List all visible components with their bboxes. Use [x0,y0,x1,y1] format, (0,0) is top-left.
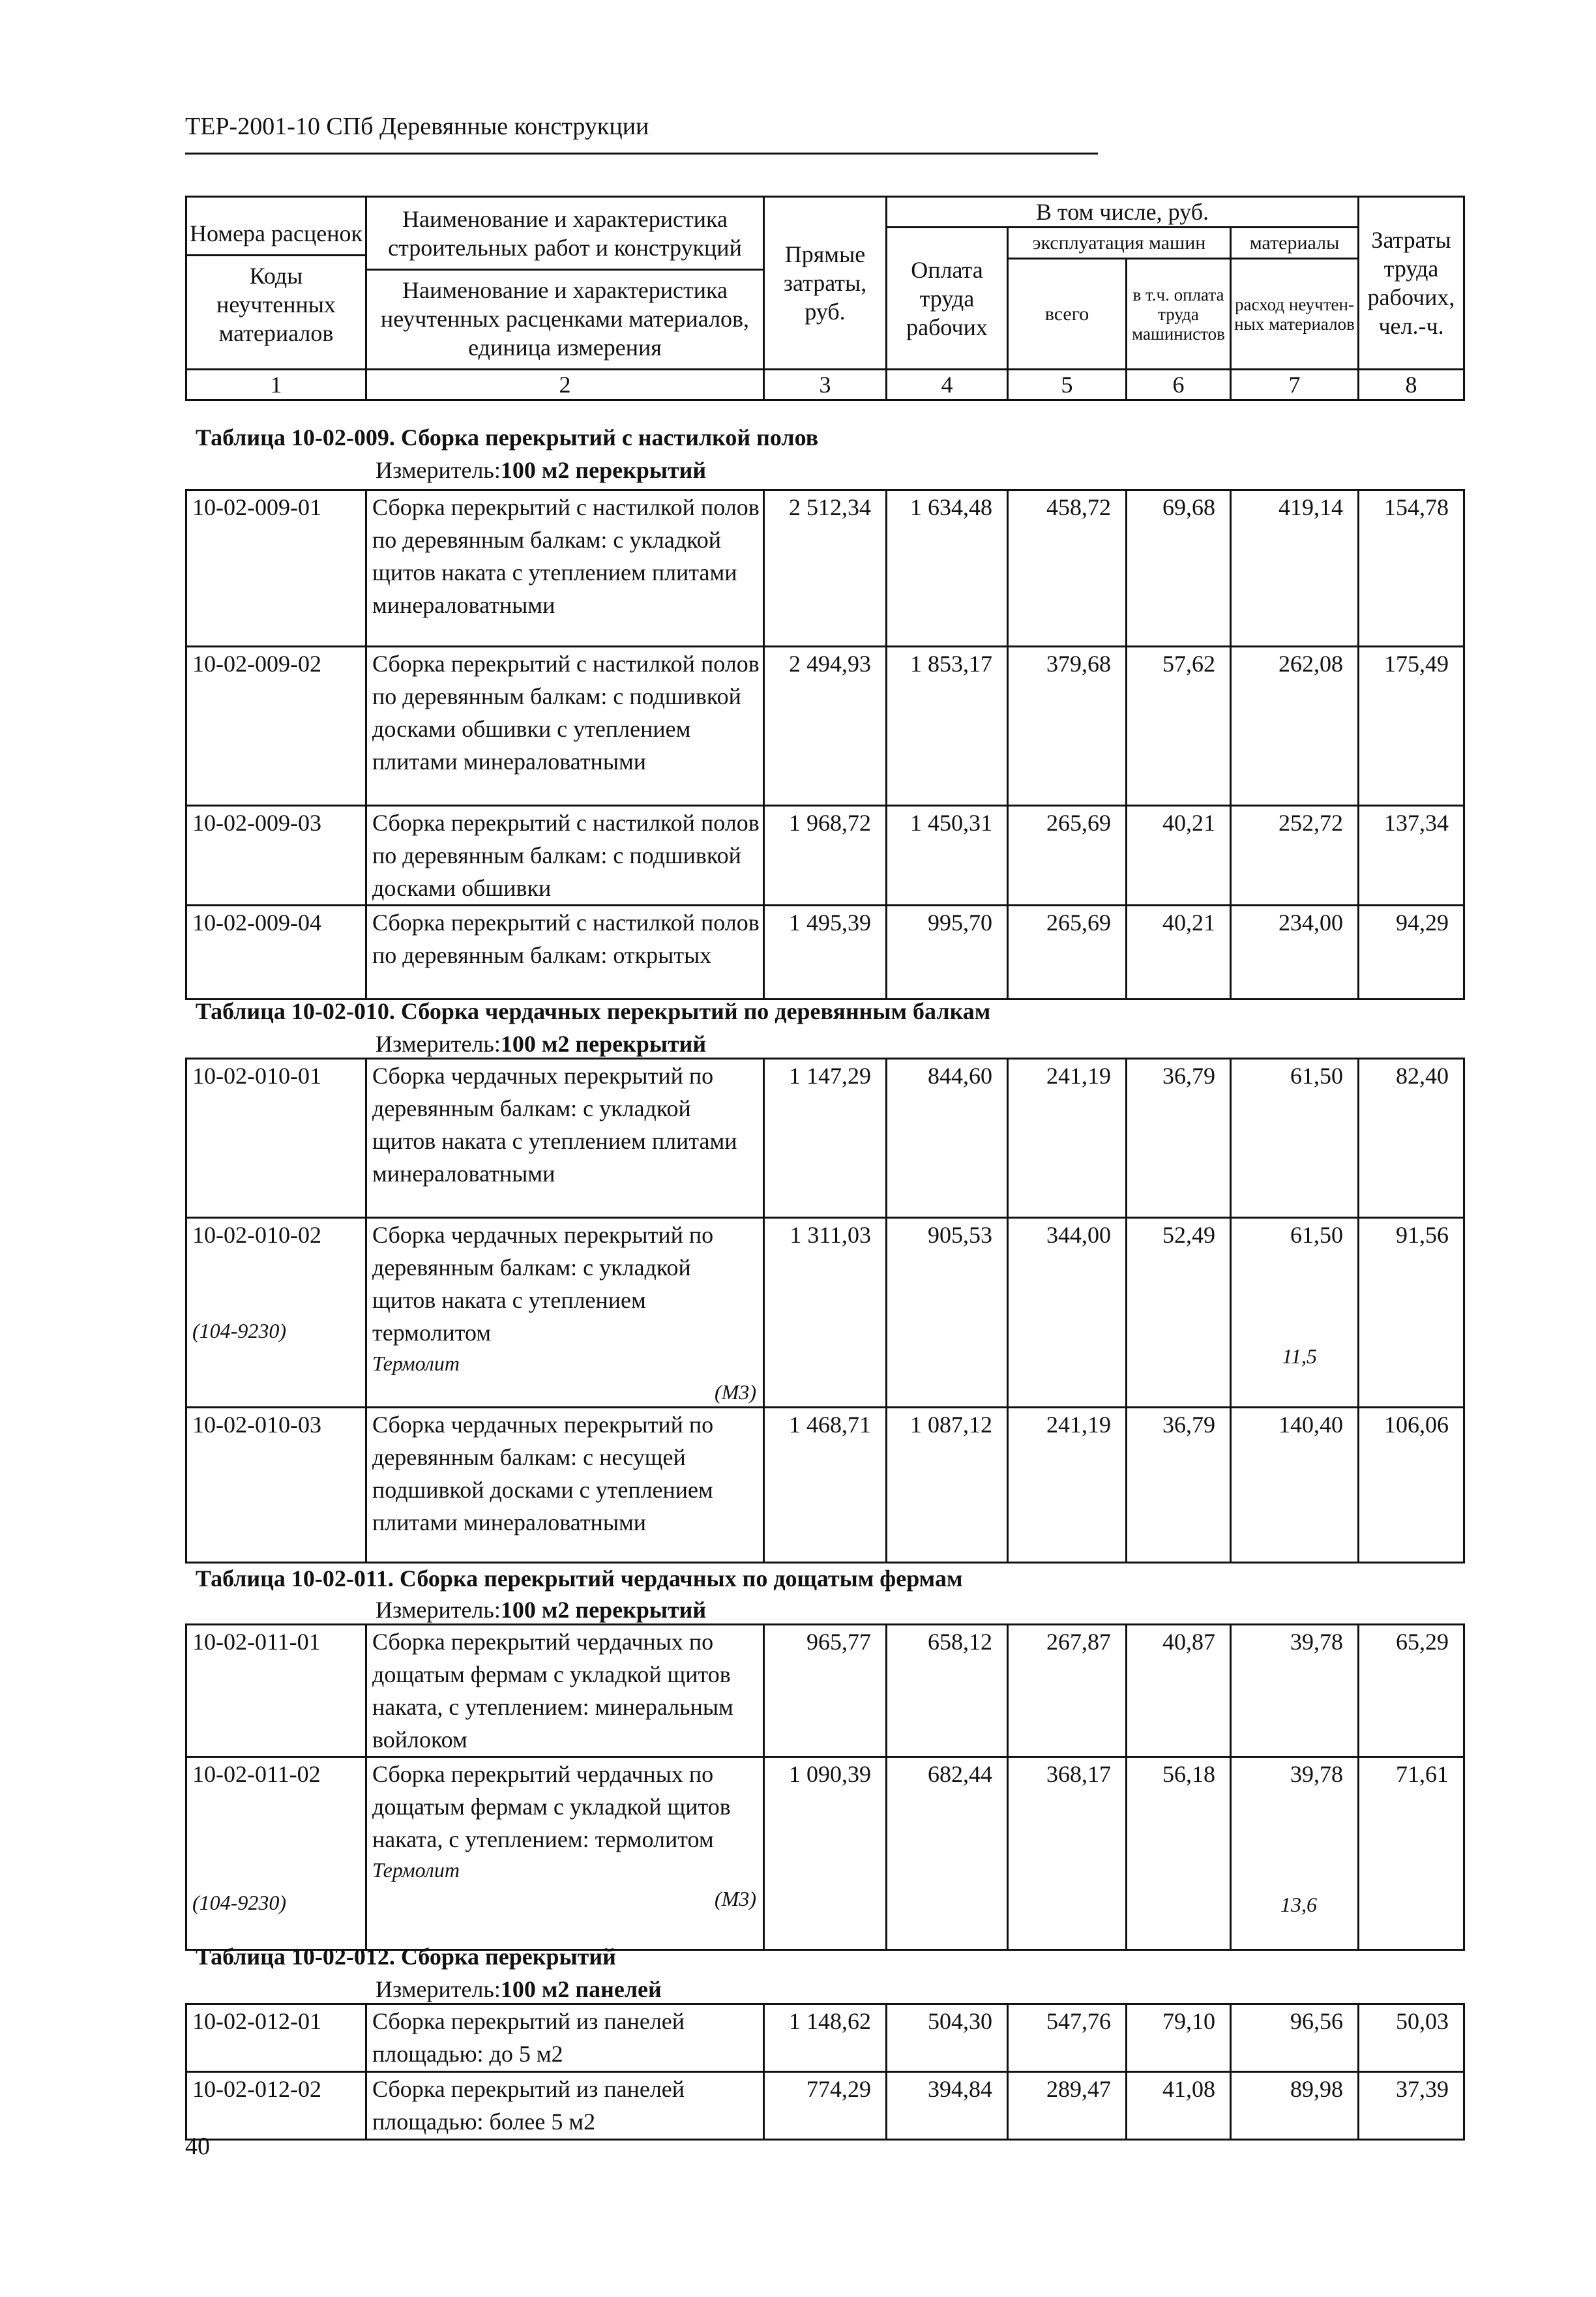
rate-name: Сборка перекрытий из панелей площадью: более 5 м2 [366,2072,764,2140]
machines-total: 289,47 [1008,2072,1127,2140]
materials-cost: 234,00 [1231,906,1359,1000]
machines-total: 344,00 [1008,1218,1127,1408]
labor-hours: 106,06 [1359,1408,1464,1563]
table-measure [376,1596,706,1623]
labor-hours: 137,34 [1359,806,1464,906]
rate-name-cell [366,1757,764,1950]
labor-pay: 1 450,31 [887,806,1008,906]
rate-code: 10-02-010-01 [186,1059,366,1218]
labor-hours: 50,03 [1359,2004,1464,2072]
header-number: 6 [1127,370,1231,400]
labor-pay: 844,60 [887,1059,1008,1218]
header-material-name: Наименование и характеристика неучтенных расценками материалов, единица измерения [380,276,750,361]
rate-code-cell [186,1757,366,1950]
table-row [186,1757,1464,1950]
labor-pay: 504,30 [887,2004,1008,2072]
machines-total: 368,17 [1008,1757,1127,1950]
rate-code-cell [186,1218,366,1408]
rate-name: Сборка чердачных перекрытий по деревянным балкам: с несущей подшивкой досками с утеплением плитами минераловатными [366,1408,764,1563]
header-materials: материалы [1231,228,1359,259]
machines-total: 241,19 [1008,1408,1127,1563]
header-labor-pay: Оплата труда рабочих [887,228,1008,370]
rate-name-cell [366,1218,764,1408]
operator-pay: 36,79 [1127,1059,1231,1218]
header-divider [187,254,365,256]
materials-cell [1231,1757,1359,1950]
table-row [186,906,1464,1000]
title-underline [185,153,1098,155]
header-rate-numbers: Номера расценок [189,220,362,246]
operator-pay: 36,79 [1127,1408,1231,1563]
labor-hours: 91,56 [1359,1218,1464,1408]
rate-name: Сборка перекрытий чердачных по дощатым фермам с укладкой щитов наката, с утеплением: термолитом [372,1761,731,1852]
labor-hours: 65,29 [1359,1625,1464,1757]
direct-cost: 1 468,71 [764,1408,887,1563]
labor-pay: 658,12 [887,1625,1008,1757]
document-title: ТЕР-2001-10 СПб Деревянные конструкции [185,113,649,140]
table-caption: Таблица 10-02-012. Сборка перекрытий [196,1944,616,1970]
materials-cost: 140,40 [1231,1408,1359,1563]
header-work-name: Наименование и характеристика строительных работ и конструкций [388,205,742,261]
measure-label: Измеритель: [376,1976,501,2002]
rate-code: 10-02-010-03 [186,1408,366,1563]
labor-pay: 1 853,17 [887,647,1008,806]
measure-value: 100 м2 перекрытий [500,457,707,483]
direct-cost: 1 495,39 [764,906,887,1000]
rate-name: Сборка чердачных перекрытий по деревянным балкам: с укладкой щитов наката с утеплением плитами минераловатными [366,1059,764,1218]
rate-name: Сборка перекрытий с настилкой полов по деревянным балкам: с подшивкой досками обшивки с утеплением плитами минераловатными [366,647,764,806]
table-row [186,1408,1464,1563]
machines-total: 265,69 [1008,806,1127,906]
material-code: (104-9230) [192,1891,286,1914]
measure-label: Измеритель: [376,1031,501,1057]
header-number: 5 [1008,370,1127,400]
materials-cost: 39,78 [1290,1761,1343,1787]
header-number: 3 [764,370,887,400]
header-unaccounted-materials: расход неучтен-ных материалов [1231,259,1359,370]
rate-code: 10-02-012-02 [186,2072,366,2140]
direct-cost: 1 311,03 [764,1218,887,1408]
rate-code: 10-02-010-02 [192,1222,321,1248]
labor-pay: 682,44 [887,1757,1008,1950]
header-number: 4 [887,370,1008,400]
labor-hours: 71,61 [1359,1757,1464,1950]
table-row [186,647,1464,806]
header-machines-total: всего [1008,259,1127,370]
table-measure [376,1030,706,1058]
material-quantity: 11,5 [1282,1344,1317,1368]
header-number: 7 [1231,370,1359,400]
measure-value: 100 м2 перекрытий [500,1031,707,1057]
table-row [186,2072,1464,2140]
rates-table-010 [185,1058,1465,1563]
page-number: 40 [185,2133,210,2160]
machines-total: 265,69 [1008,906,1127,1000]
direct-cost: 1 148,62 [764,2004,887,2072]
rate-code: 10-02-009-03 [186,806,366,906]
header-number: 8 [1359,370,1464,400]
materials-cost: 61,50 [1290,1222,1343,1248]
materials-cost: 61,50 [1231,1059,1359,1218]
table-caption: Таблица 10-02-011. Сборка перекрытий чердачных по дощатым фермам [196,1565,963,1592]
header-number: 1 [186,370,366,400]
rate-name: Сборка перекрытий из панелей площадью: до 5 м2 [366,2004,764,2072]
material-quantity: 13,6 [1280,1893,1317,1916]
operator-pay: 56,18 [1127,1757,1231,1950]
rate-code: 10-02-011-02 [192,1761,321,1787]
direct-cost: 965,77 [764,1625,887,1757]
labor-hours: 175,49 [1359,647,1464,806]
machines-total: 547,76 [1008,2004,1127,2072]
operator-pay: 40,87 [1127,1625,1231,1757]
rate-name: Сборка перекрытий с настилкой полов по деревянным балкам: с укладкой щитов наката с утеплением плитами минераловатными [366,490,764,647]
operator-pay: 69,68 [1127,490,1231,647]
measure-value: 100 м2 панелей [500,1976,662,2002]
operator-pay: 57,62 [1127,647,1231,806]
rate-name: Сборка перекрытий с настилкой полов по деревянным балкам: с подшивкой досками обшивки [366,806,764,906]
table-row [186,490,1464,647]
rate-code: 10-02-009-02 [186,647,366,806]
measure-label: Измеритель: [376,457,501,483]
direct-cost: 1 147,29 [764,1059,887,1218]
materials-cell [1231,1218,1359,1408]
header-direct-costs: Прямые затраты, руб. [764,197,887,370]
labor-hours: 37,39 [1359,2072,1464,2140]
operator-pay: 79,10 [1127,2004,1231,2072]
labor-pay: 1 634,48 [887,490,1008,647]
operator-pay: 52,49 [1127,1218,1231,1408]
material-name: Термолит [372,1352,460,1375]
rates-table-012 [185,2003,1465,2141]
machines-total: 458,72 [1008,490,1127,647]
header-labor-hours: Затраты труда рабочих, чел.-ч. [1359,197,1464,370]
measure-value: 100 м2 перекрытий [500,1597,707,1623]
machines-total: 267,87 [1008,1625,1127,1757]
operator-pay: 41,08 [1127,2072,1231,2140]
materials-cost: 39,78 [1231,1625,1359,1757]
materials-cost: 252,72 [1231,806,1359,906]
labor-pay: 995,70 [887,906,1008,1000]
materials-cost: 262,08 [1231,647,1359,806]
table-measure [376,1976,662,2003]
direct-cost: 1 968,72 [764,806,887,906]
rate-code: 10-02-011-01 [186,1625,366,1757]
rate-name: Сборка перекрытий с настилкой полов по деревянным балкам: открытых [366,906,764,1000]
direct-cost: 2 512,34 [764,490,887,647]
labor-hours: 154,78 [1359,490,1464,647]
labor-pay: 905,53 [887,1218,1008,1408]
rate-code: 10-02-009-01 [186,490,366,647]
header-table [185,196,1465,401]
measure-label: Измеритель: [376,1597,501,1623]
table-row [186,1218,1464,1408]
labor-pay: 1 087,12 [887,1408,1008,1563]
rate-name: Сборка чердачных перекрытий по деревянным балкам: с укладкой щитов наката с утеплением термолитом [372,1222,714,1346]
materials-cost: 89,98 [1231,2072,1359,2140]
table-caption: Таблица 10-02-009. Сборка перекрытий с настилкой полов [196,424,819,451]
direct-cost: 2 494,93 [764,647,887,806]
rate-name: Сборка перекрытий чердачных по дощатым фермам с укладкой щитов наката, с утеплением: минеральным войлоком [366,1625,764,1757]
operator-pay: 40,21 [1127,906,1231,1000]
material-code: (104-9230) [192,1319,286,1342]
table-row [186,2004,1464,2072]
direct-cost: 774,29 [764,2072,887,2140]
header-machines: эксплуатация машин [1008,228,1231,259]
labor-hours: 94,29 [1359,906,1464,1000]
header-col2 [366,197,764,370]
table-row [186,1059,1464,1218]
rate-code: 10-02-012-01 [186,2004,366,2072]
rates-table-011 [185,1623,1465,1951]
header-material-codes: Коды неучтенных материалов [216,262,336,346]
labor-hours: 82,40 [1359,1059,1464,1218]
table-caption: Таблица 10-02-010. Сборка чердачных перекрытий по деревянным балкам [196,998,991,1024]
labor-pay: 394,84 [887,2072,1008,2140]
header-number: 2 [366,370,764,400]
material-unit: (М3) [715,1380,756,1404]
material-unit: (М3) [715,1887,756,1910]
rates-table-009 [185,489,1465,1000]
material-name: Термолит [372,1858,460,1882]
direct-cost: 1 090,39 [764,1757,887,1950]
header-including-group: В том числе, руб. [887,197,1359,228]
operator-pay: 40,21 [1127,806,1231,906]
table-row [186,806,1464,906]
materials-cost: 419,14 [1231,490,1359,647]
table-measure [376,456,706,484]
header-divider [367,269,763,271]
machines-total: 379,68 [1008,647,1127,806]
materials-cost: 96,56 [1231,2004,1359,2072]
rate-code: 10-02-009-04 [186,906,366,1000]
table-row [186,1625,1464,1757]
header-operator-pay: в т.ч. оплата труда машинистов [1127,259,1231,370]
machines-total: 241,19 [1008,1059,1127,1218]
header-col1 [186,197,366,370]
